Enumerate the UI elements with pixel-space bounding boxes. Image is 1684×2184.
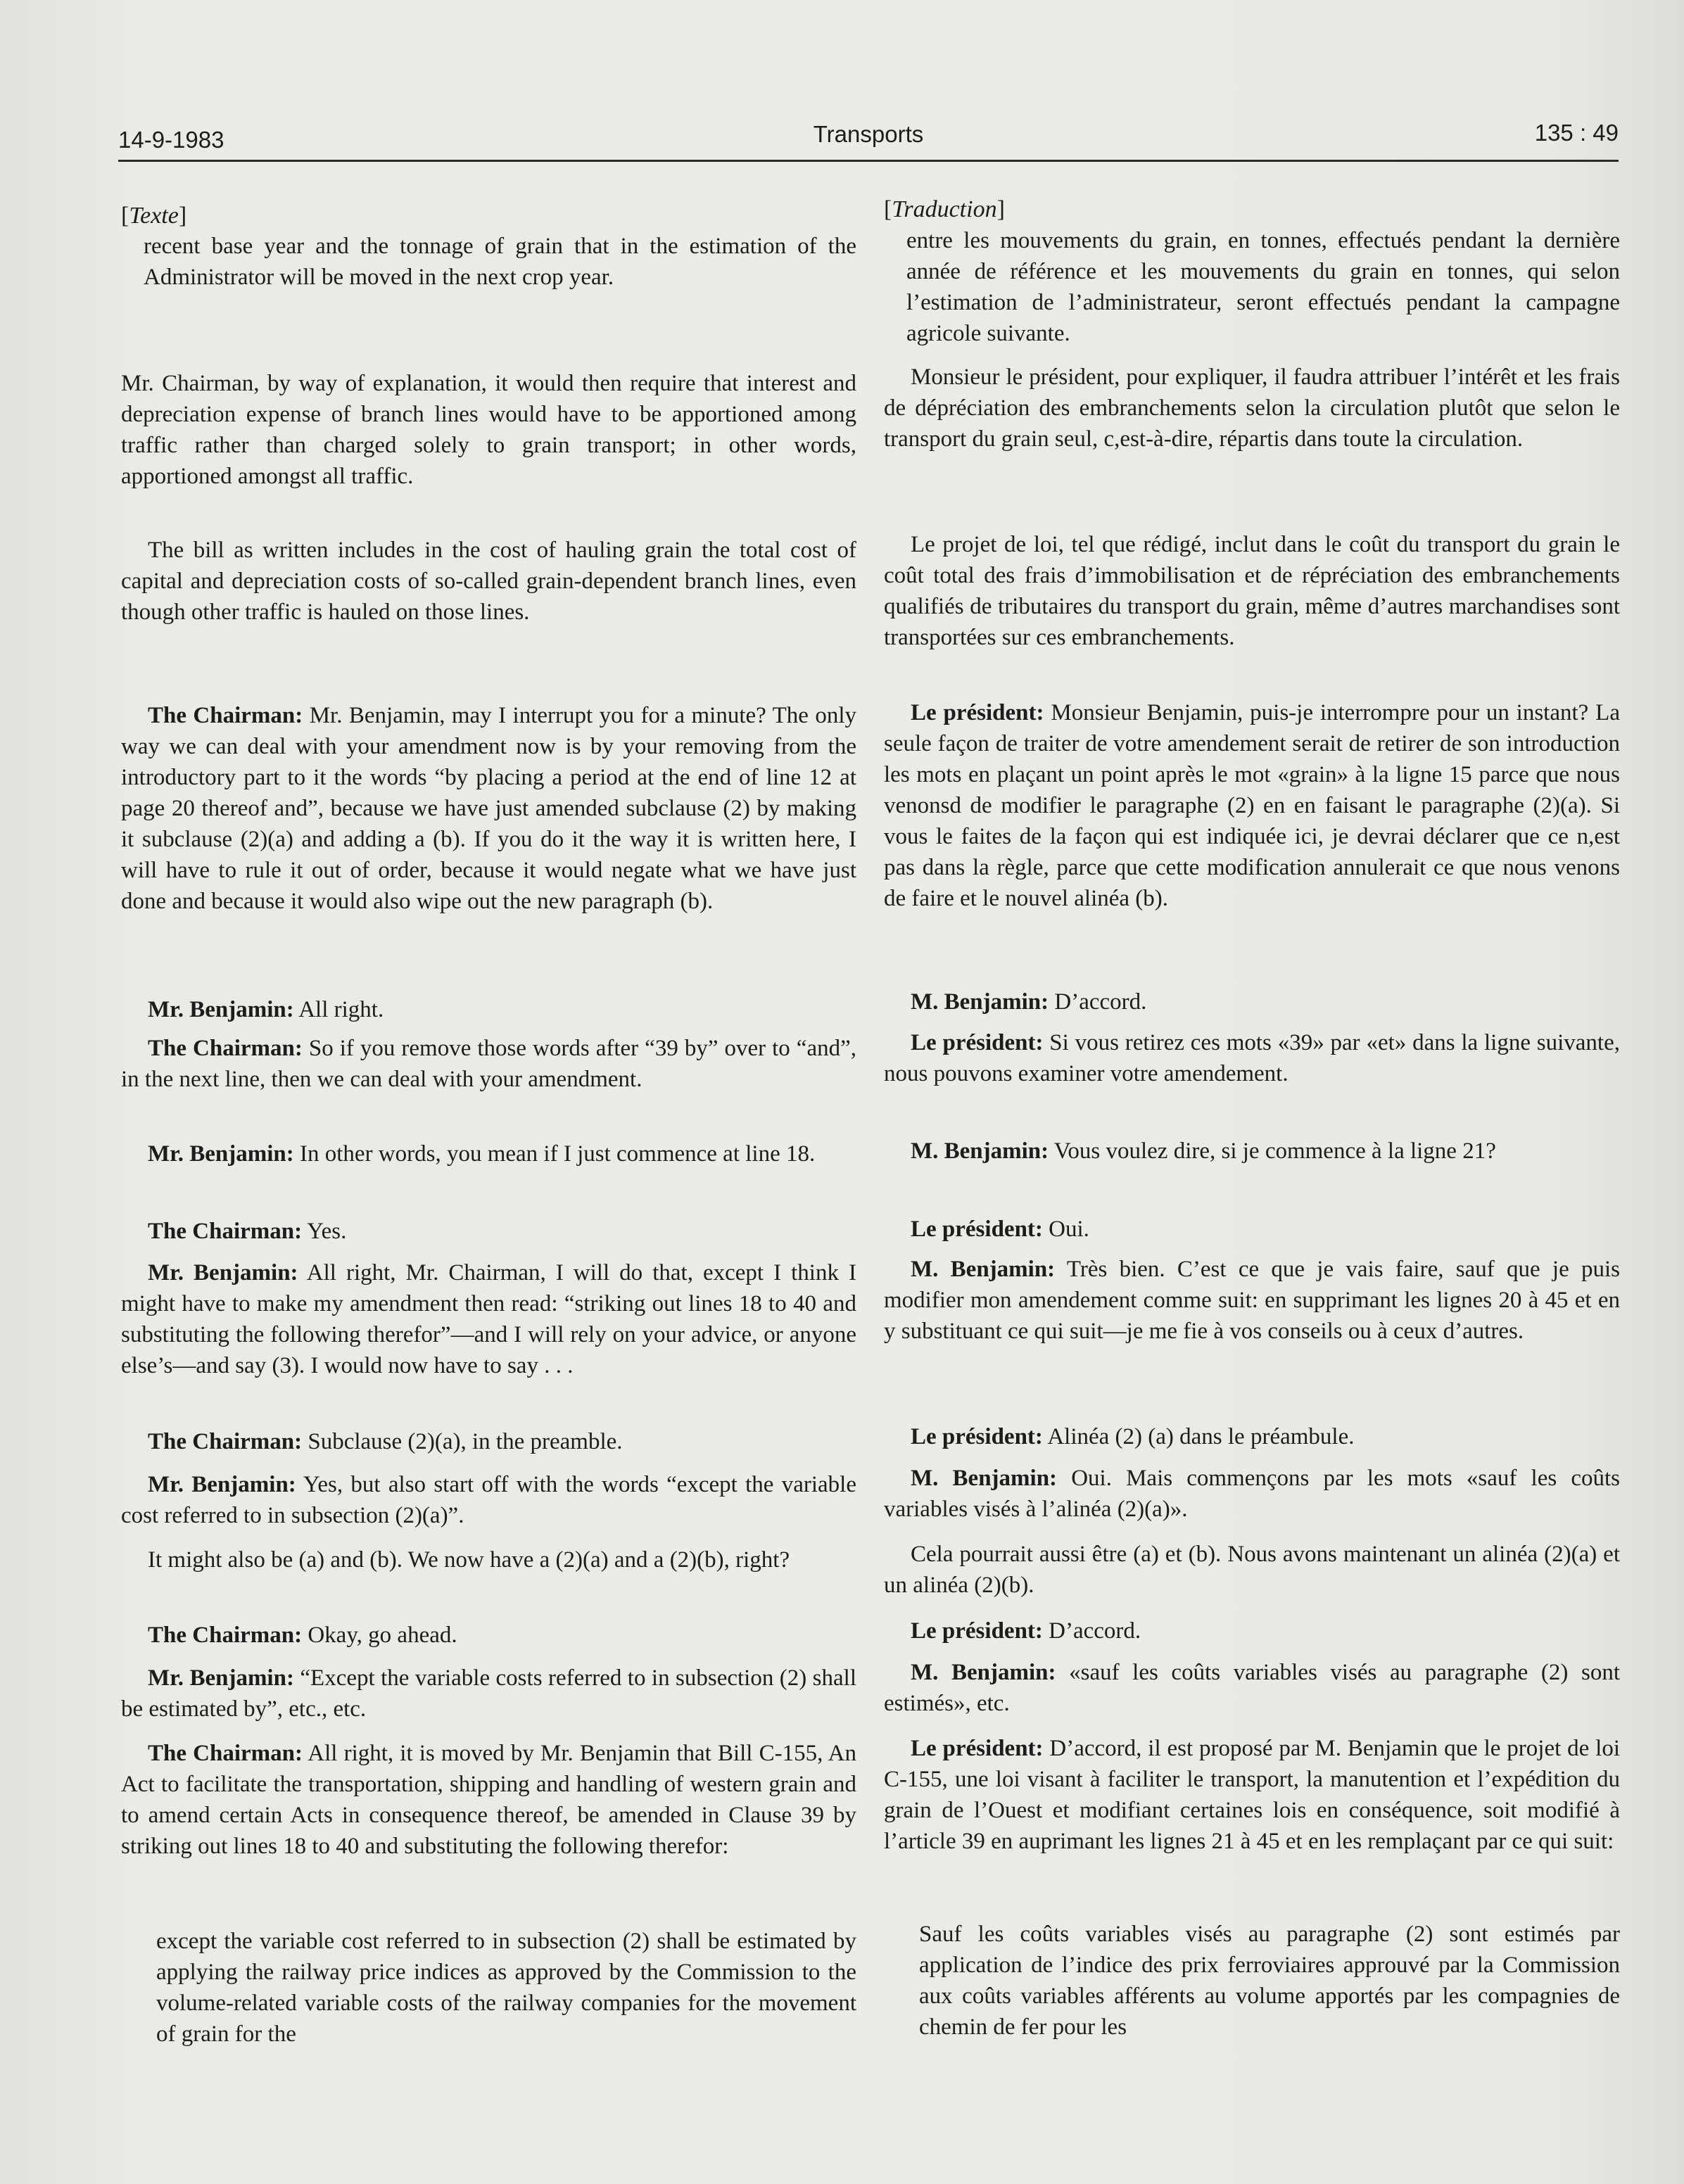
speech-paragraph: Le président: D’accord, il est proposé par M. Benjamin que le projet de loi C-155, une loi visant à faciliter le transport, la manutention et l’expédition du grain de l’Ouest et modifiant certaines lois en conséquence, soit modifié à l’article 39 en auprimant les lignes 21 à 45 et en les remplaçant par ce qui suit:	[884, 1736, 1620, 1854]
speech-paragraph: Mr. Benjamin: “Except the variable costs referred to in subsection (2) shall be estimated by”, etc., etc.	[121, 1665, 856, 1722]
speech-paragraph: The Chairman: Okay, go ahead.	[148, 1623, 457, 1648]
speech-paragraph: The Chairman: Yes.	[148, 1219, 347, 1244]
speaker-label: M. Benjamin:	[911, 989, 1049, 1015]
speech-paragraph: Mr. Benjamin: Yes, but also start off with the words “except the variable cost referred to in subsection (2)(a)”.	[121, 1472, 857, 1528]
speech-paragraph: M. Benjamin: Vous voulez dire, si je commence à la ligne 21?	[911, 1138, 1496, 1164]
speech-paragraph: Mr. Benjamin: All right.	[148, 997, 384, 1022]
speaker-label: Mr. Benjamin:	[148, 1260, 298, 1285]
header-title: Transports	[813, 121, 924, 147]
paragraph: Monsieur le président, pour expliquer, il faudra attribuer l’intérêt et les frais de dépréciation des embranchements selon la circulation plutôt que selon le transport du grain seul, c,est-à-dire, répartis dans toute la circulation.	[884, 364, 1620, 452]
paragraph: Le projet de loi, tel que rédigé, inclut dans le coût du transport du grain le coût total des frais d’immobilisation et de répréciation des embranchements qualifiés de tributaires du transport du grain, même d’autres marchandises sont transportées sur ces embranchements.	[884, 532, 1620, 650]
speaker-label: Mr. Benjamin:	[148, 1141, 294, 1167]
speaker-label: Mr. Benjamin:	[148, 1472, 296, 1497]
speaker-label: The Chairman:	[148, 1219, 303, 1244]
speaker-label: Le président:	[911, 1030, 1044, 1055]
paragraph: It might also be (a) and (b). We now have a (2)(a) and a (2)(b), right?	[148, 1547, 790, 1573]
speech-paragraph: The Chairman: All right, it is moved by Mr. Benjamin that Bill C-155, An Act to facilitate the transportation, shipping and handling of western grain and to amend certain Acts in consequence thereof, be amended in Clause 39 by striking out lines 18 to 40 and substituting the following therefor:	[121, 1741, 857, 1859]
speaker-label: Le président:	[911, 1424, 1043, 1449]
speaker-label: Le président:	[911, 1217, 1043, 1242]
speaker-label: The Chairman:	[148, 1623, 303, 1648]
speaker-label: Le président:	[911, 700, 1044, 725]
speaker-label: Mr. Benjamin:	[148, 997, 294, 1022]
speech-paragraph: Le président: Monsieur Benjamin, puis-je interrompre pour un instant? La seule façon de traiter de votre amendement serait de retirer de son introduction les mots en plaçant un point après le mot «grain» à la ligne 15 parce que nous venonsd de modifier le paragraphe (2) en en faisant le paragraphe (2)(a). Si vous le faites de la façon qui est indiquée ici, je devrai déclarer que ce n,est pas dans la règle, parce que cette modification annulerait ce que nous venons de faire et le nouvel alinéa (b).	[884, 700, 1620, 911]
speech-paragraph: Le président: Alinéa (2) (a) dans le préambule.	[911, 1424, 1355, 1449]
left-column	[121, 0, 856, 2184]
speech-paragraph: The Chairman: Subclause (2)(a), in the preamble.	[148, 1429, 623, 1454]
speaker-label: M. Benjamin:	[911, 1257, 1056, 1282]
speech-paragraph: Le président: Si vous retirez ces mots «39» par «et» dans la ligne suivante, nous pouvons examiner votre amendement.	[884, 1030, 1620, 1086]
speech-paragraph: Le président: D’accord.	[911, 1618, 1141, 1644]
speech-paragraph: The Chairman: Mr. Benjamin, may I interrupt you for a minute? The only way we can deal with your amendment now is by your removing from the introductory part to it the words “by placing a period at the end of line 12 at page 20 thereof and”, because we have just amended subclause (2) by making it subclause (2)(a) and adding a (b). If you do it the way it is written here, I will have to rule it out of order, because it would negate what we have just done and because it would also wipe out the new paragraph (b).	[121, 703, 857, 914]
speaker-label: The Chairman:	[148, 703, 303, 728]
speech-paragraph: M. Benjamin: D’accord.	[911, 989, 1147, 1015]
block-quote: Sauf les coûts variables visés au paragraphe (2) sont estimés par application de l’indice des prix ferroviaires approuvé par la Commission aux coûts variables afférents au volume apportés par les compagnies de chemin de fer pour les	[919, 1922, 1620, 2040]
column-marker: [Traduction]	[884, 196, 1005, 222]
speech-paragraph: The Chairman: So if you remove those words after “39 by” over to “and”, in the next line, then we can deal with your amendment.	[121, 1036, 857, 1092]
right-column	[884, 0, 1620, 2184]
speaker-label: M. Benjamin:	[911, 1138, 1049, 1164]
speaker-label: Mr. Benjamin:	[148, 1665, 294, 1691]
speaker-label: M. Benjamin:	[911, 1466, 1058, 1491]
speech-paragraph: M. Benjamin: Oui. Mais commençons par les mots «sauf les coûts variables visés à l’alinéa (2)(a)».	[884, 1466, 1620, 1522]
header-page-number: 135 : 49	[1534, 120, 1619, 146]
block-quote: except the variable cost referred to in subsection (2) shall be estimated by applying the railway price indices as approved by the Commission to the volume-related variable costs of the railway companies for the movement of grain for the	[156, 1929, 856, 2047]
paragraph: entre les mouvements du grain, en tonnes, effectués pendant la dernière année de référence et les mouvements du grain en tonnes, qui selon l’estimation de l’administrateur, seront effectués pendant la campagne agricole suivante.	[906, 228, 1620, 346]
speaker-label: The Chairman:	[148, 1429, 303, 1454]
paragraph: The bill as written includes in the cost of hauling grain the total cost of capital and depreciation costs of so-called grain-dependent branch lines, even though other traffic is hauled on those lines.	[121, 538, 856, 625]
speech-paragraph: Mr. Benjamin: In other words, you mean if I just commence at line 18.	[148, 1141, 816, 1167]
speech-paragraph: M. Benjamin: «sauf les coûts variables visés au paragraphe (2) sont estimés», etc.	[884, 1660, 1620, 1716]
speaker-label: Le président:	[911, 1736, 1044, 1761]
speaker-label: Le président:	[911, 1618, 1043, 1644]
speech-paragraph: Le président: Oui.	[911, 1217, 1089, 1242]
speaker-label: M. Benjamin:	[911, 1660, 1056, 1685]
speech-paragraph: Mr. Benjamin: All right, Mr. Chairman, I will do that, except I think I might have to make my amendment then read: “striking out lines 18 to 40 and substituting the following therefor”—and I will rely on your advice, or anyone else’s—and say (3). I would now have to say . . .	[121, 1260, 857, 1378]
paragraph: Cela pourrait aussi être (a) et (b). Nous avons maintenant un alinéa (2)(a) et un alinéa (2)(b).	[884, 1542, 1620, 1598]
speaker-label: The Chairman:	[148, 1741, 303, 1766]
speaker-label: The Chairman:	[148, 1036, 303, 1061]
speech-paragraph: M. Benjamin: Très bien. C’est ce que je vais faire, sauf que je puis modifier mon amendement comme suit: en supprimant les lignes 20 à 45 et en y substituant ce qui suit—je me fie à vos conseils ou à ceux d’autres.	[884, 1257, 1620, 1344]
paragraph: Mr. Chairman, by way of explanation, it would then require that interest and depreciation expense of branch lines would have to be apportioned among traffic rather than charged solely to grain transport; in other words, apportioned amongst all traffic.	[121, 371, 856, 489]
paragraph: recent base year and the tonnage of grain that in the estimation of the Administrator will be moved in the next crop year.	[144, 234, 856, 290]
column-marker: [Texte]	[121, 203, 187, 229]
header-date: 14-9-1983	[118, 127, 224, 153]
